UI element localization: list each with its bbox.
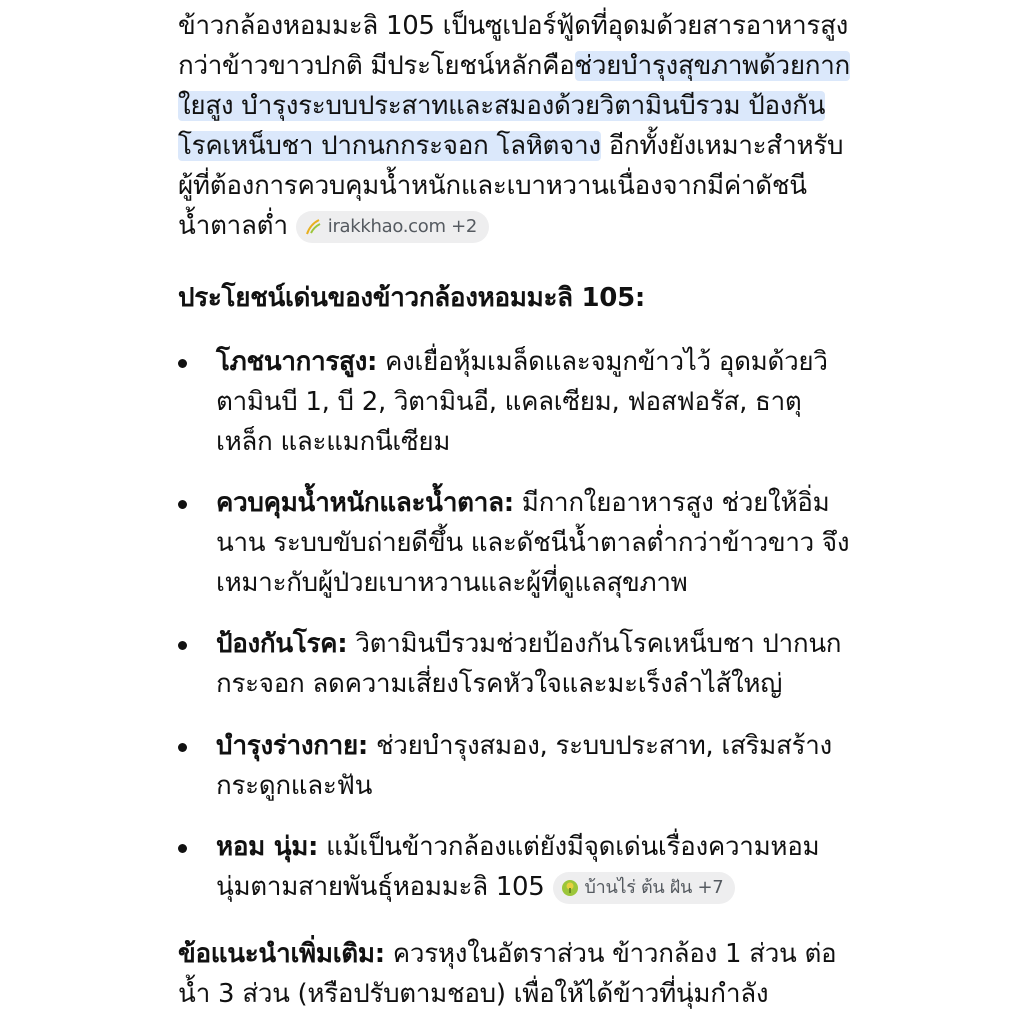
benefit-text: แม้เป็นข้าวกล้องแต่ยังมีจุดเด่นเรื่องความหอมนุ่มตามสายพันธุ์หอมมะลิ 105 — [216, 832, 820, 902]
rice-leaf-icon — [304, 218, 322, 236]
tip-text: ควรหุงในอัตราส่วน ข้าวกล้อง 1 ส่วน ต่อน้ำ 3 ส่วน (หรือปรับตามชอบ) เพื่อให้ได้ข้าวที่นุ่มกำลัง — [178, 939, 837, 1009]
benefit-title: ป้องกันโรค: — [216, 629, 348, 659]
tip-title: ข้อแนะนำเพิ่มเติม: — [178, 939, 385, 969]
source-chip-irakkhao[interactable] — [296, 211, 489, 243]
source-chip-banrai[interactable] — [553, 872, 736, 904]
benefit-text: มีกากใยอาหารสูง ช่วยให้อิ่มนาน ระบบขับถ่ายดีขึ้น และดัชนีน้ำตาลต่ำกว่าข้าวขาว จึงเหมาะกับผู้ป่วยเบาหวานและผู้ที่ดูแลสุขภาพ — [216, 488, 850, 598]
benefits-heading: ประโยชน์เด่นของข้าวกล้องหอมมะลิ 105: — [178, 283, 645, 313]
source-chip-label: บ้านไร่ ต้น ฝัน +7 — [584, 876, 724, 898]
benefit-title: โภชนาการสูง: — [216, 347, 378, 377]
benefit-title: หอม นุ่ม: — [216, 832, 319, 862]
list-item — [178, 726, 850, 806]
intro-text-continued: อีกทั้งยังเหมาะสำหรับผู้ที่ต้องการควบคุมน้ำหนักและเบาหวานเนื่องจากมีค่าดัชนีน้ำตาลต่ำ — [178, 131, 844, 241]
benefit-text: วิตามินบีรวมช่วยป้องกันโรคเหน็บชา ปากนกกระจอก ลดความเสี่ยงโรคหัวใจและมะเร็งลำไส้ใหญ่ — [216, 629, 842, 699]
intro-text: ข้าวกล้องหอมมะลิ 105 เป็นซูเปอร์ฟู้ดที่อุดมด้วยสารอาหารสูงกว่าข้าวขาวปกติ มีประโยชน์หลักคือ — [178, 11, 849, 81]
bullet-icon — [178, 500, 187, 509]
benefit-text: คงเยื่อหุ้มเมล็ดและจมูกข้าวไว้ อุดมด้วยวิตามินบี 1, บี 2, วิตามินอี, แคลเซียม, ฟอสฟอรัส, ธาตุเหล็ก และแมกนีเซียม — [216, 347, 828, 457]
bullet-icon — [178, 844, 187, 853]
bullet-icon — [178, 359, 187, 368]
tip-paragraph — [178, 934, 850, 1014]
bullet-icon — [178, 641, 187, 650]
list-item — [178, 342, 850, 462]
list-item — [178, 483, 850, 603]
bullet-icon — [178, 743, 187, 752]
intro-paragraph — [178, 6, 850, 246]
benefit-text: ช่วยบำรุงสมอง, ระบบประสาท, เสริมสร้างกระดูกและฟัน — [216, 731, 832, 801]
source-chip-label: irakkhao.com +2 — [327, 215, 478, 237]
green-tree-icon — [561, 879, 579, 897]
list-item — [178, 624, 850, 704]
intro-highlighted-text[interactable]: ช่วยบำรุงสุขภาพด้วยกากใยสูง บำรุงระบบประสาทและสมองด้วยวิตามินบีรวม ป้องกันโรคเหน็บชา ปากนกกระจอก โลหิตจาง — [178, 51, 850, 161]
list-item — [178, 827, 850, 907]
benefit-title: บำรุงร่างกาย: — [216, 731, 368, 761]
benefit-title: ควบคุมน้ำหนักและน้ำตาล: — [216, 488, 514, 518]
